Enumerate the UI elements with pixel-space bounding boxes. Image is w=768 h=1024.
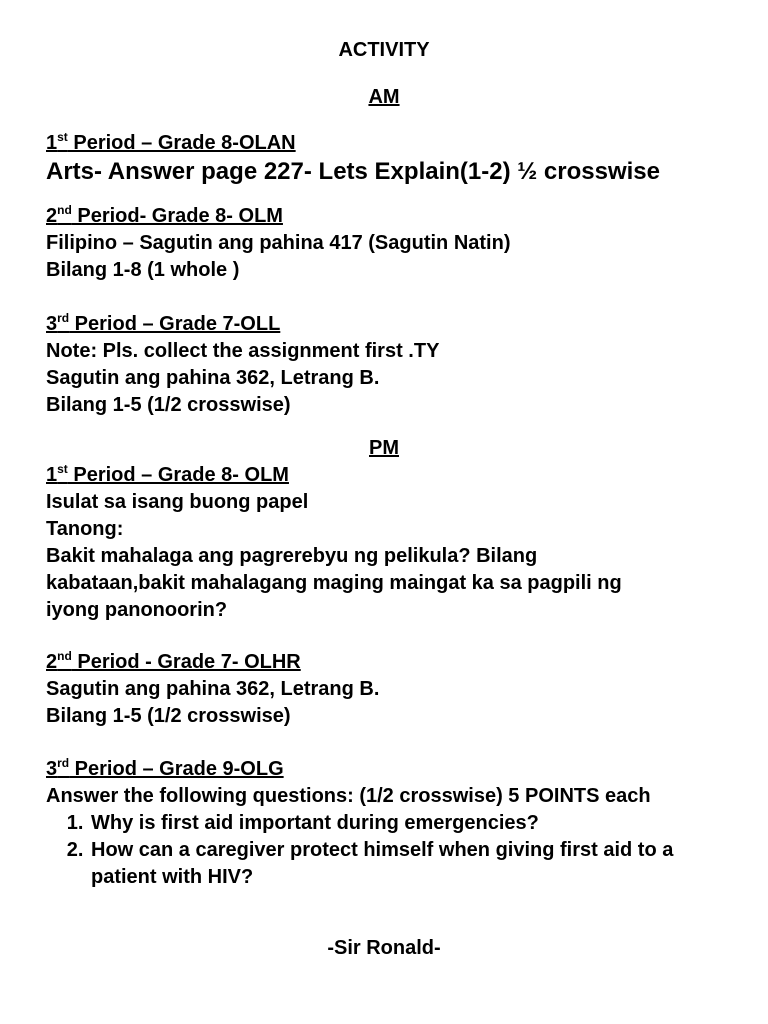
pm-heading-text: PM [369,437,399,459]
am-heading [0,84,768,111]
assignment-line: Sagutin ang pahina 362, Letrang B. [46,367,380,389]
page-title: ACTIVITY [338,39,430,61]
period-heading [46,311,748,338]
am-period-3 [46,311,748,419]
assignment-line: Filipino – Sagutin ang pahina 417 (Sagutin Natin) [46,232,511,254]
period-title: Period – Grade 7-OLL [69,313,281,335]
period-number: 3 [46,758,58,780]
pm-period-3 [46,756,748,891]
period-number: 2 [46,651,58,673]
pm-heading [0,435,768,462]
pm-period-2 [46,649,748,730]
period-number: 1 [46,132,58,154]
assignment-line: Bakit mahalaga ang pagrerebyu ng pelikula? Bilang [46,545,538,567]
period-title: Period – Grade 9-OLG [69,758,284,780]
assignment-line: Tanong: [46,518,124,540]
period-suffix: st [57,130,68,144]
assignment-line: kabataan,bakit mahalagang maging maingat ka sa pagpili ng [46,572,622,594]
signature: -Sir Ronald- [327,937,441,959]
period-heading [46,130,748,157]
assignment-line: Bilang 1-5 (1/2 crosswise) [46,394,291,416]
period-suffix: rd [57,756,70,770]
period-title: Period- Grade 8- OLM [71,205,283,227]
assignment-line: Note: Pls. collect the assignment first .TY [46,340,440,362]
period-title: Period – Grade 8-OLAN [67,132,296,154]
assignment-line: Bilang 1-8 (1 whole ) [46,259,240,281]
assignment-line: Bilang 1-5 (1/2 crosswise) [46,705,291,727]
period-title: Period - Grade 7- OLHR [71,651,301,673]
period-number: 3 [46,313,58,335]
period-heading [46,649,748,676]
question-list [46,810,748,891]
period-number: 1 [46,464,58,486]
am-period-2 [46,203,748,284]
period-heading [46,203,748,230]
assignment-line: iyong panonoorin? [46,599,228,621]
period-heading [46,756,748,783]
period-title: Period – Grade 8- OLM [67,464,289,486]
am-heading-text: AM [368,86,400,108]
period-suffix: nd [57,203,72,217]
assignment-line: Sagutin ang pahina 362, Letrang B. [46,678,380,700]
pm-period-1 [46,462,748,624]
assignment-line: Answer the following questions: (1/2 crosswise) 5 POINTS each [46,785,651,807]
am-period-1 [46,130,748,187]
period-number: 2 [46,205,58,227]
question-item: 1. Why is first aid important during emergencies? [89,810,748,837]
period-suffix: rd [57,311,70,325]
period-heading [46,462,748,489]
period-suffix: st [57,462,68,476]
period-suffix: nd [57,649,72,663]
assignment-line: Isulat sa isang buong papel [46,491,309,513]
assignment-line: Arts- Answer page 227- Lets Explain(1-2) ½ crosswise [46,158,661,185]
question-item: 2. How can a caregiver protect himself when giving first aid to a patient with HIV? [89,837,748,891]
